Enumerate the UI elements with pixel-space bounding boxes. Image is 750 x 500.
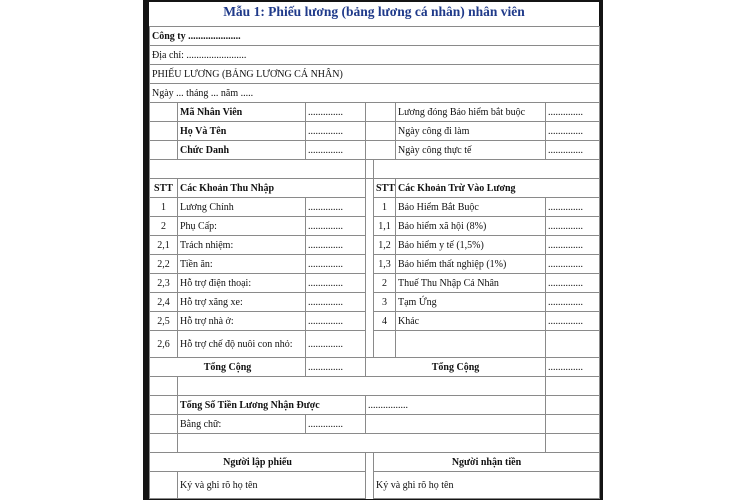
income-total-label: Tổng Cộng	[150, 358, 306, 377]
income-stt: 2,2	[150, 255, 178, 274]
deduction-label: Tạm Ứng	[396, 293, 546, 312]
deduction-label: Bảo hiểm thất nghiệp (1%)	[396, 255, 546, 274]
deduction-header: Các Khoản Trừ Vào Lương	[396, 179, 600, 198]
blank-cell	[150, 472, 178, 499]
full-name-label: Họ Và Tên	[178, 122, 306, 141]
deduction-stt: 3	[374, 293, 396, 312]
income-stt: 1	[150, 198, 178, 217]
deduction-stt: 2	[374, 274, 396, 293]
income-label: Phụ Cấp:	[178, 217, 306, 236]
work-days-value: ..............	[546, 122, 600, 141]
income-value: ..............	[306, 236, 366, 255]
work-days-label: Ngày công đi làm	[396, 122, 546, 141]
actual-days-value: ..............	[546, 141, 600, 160]
deduction-total-value: ..............	[546, 358, 600, 377]
deduction-label: Bảo hiểm y tế (1,5%)	[396, 236, 546, 255]
deduction-value: ..............	[546, 236, 600, 255]
deduction-label: Bảo Hiểm Bắt Buộc	[396, 198, 546, 217]
income-header: Các Khoản Thu Nhập	[178, 179, 366, 198]
preparer-sign-hint: Ký và ghi rõ họ tên	[178, 472, 366, 499]
preparer-label: Người lập phiếu	[150, 453, 366, 472]
payslip-heading: PHIẾU LƯƠNG (BẢNG LƯƠNG CÁ NHÂN)	[150, 65, 600, 84]
income-stt: 2,3	[150, 274, 178, 293]
income-label: Hỗ trợ xăng xe:	[178, 293, 306, 312]
spacer-cell	[366, 472, 374, 499]
blank-cell	[150, 415, 178, 434]
deduction-stt-header: STT	[374, 179, 396, 198]
income-stt-header: STT	[150, 179, 178, 198]
deduction-label: Khác	[396, 312, 546, 331]
blank-cell	[546, 415, 600, 434]
blank-cell	[374, 160, 600, 179]
deduction-total-label: Tổng Cộng	[366, 358, 546, 377]
income-stt: 2,6	[150, 331, 178, 358]
income-value: ..............	[306, 255, 366, 274]
blank-cell	[546, 331, 600, 358]
deduction-stt: 4	[374, 312, 396, 331]
income-value: ..............	[306, 274, 366, 293]
in-words-value: ..............	[306, 415, 366, 434]
spacer-cell	[366, 331, 374, 358]
blank-cell	[150, 122, 178, 141]
deduction-label: Thuế Thu Nhập Cá Nhân	[396, 274, 546, 293]
blank-cell	[546, 434, 600, 453]
blank-cell	[178, 434, 546, 453]
spacer-cell	[366, 312, 374, 331]
deduction-value: ..............	[546, 293, 600, 312]
blank-cell	[366, 160, 374, 179]
income-value: ..............	[306, 331, 366, 358]
blank-cell	[366, 122, 396, 141]
spacer-cell	[366, 453, 374, 472]
full-name-value: ..............	[306, 122, 366, 141]
blank-cell	[150, 434, 178, 453]
blank-cell	[150, 377, 178, 396]
income-label: Hỗ trợ điện thoại:	[178, 274, 306, 293]
income-stt: 2,4	[150, 293, 178, 312]
blank-cell	[546, 377, 600, 396]
income-label: Hỗ trợ chế độ nuôi con nhỏ:	[178, 331, 306, 358]
employee-id-value: ..............	[306, 103, 366, 122]
spacer-cell	[366, 217, 374, 236]
insurance-salary-value: ..............	[546, 103, 600, 122]
net-total-label: Tổng Số Tiền Lương Nhận Được	[178, 396, 366, 415]
insurance-salary-label: Lương đóng Bảo hiểm bắt buộc	[396, 103, 546, 122]
spacer-cell	[366, 236, 374, 255]
address-line: Địa chỉ: ........................	[150, 46, 600, 65]
income-stt: 2,1	[150, 236, 178, 255]
income-stt: 2,5	[150, 312, 178, 331]
receiver-label: Người nhận tiền	[374, 453, 600, 472]
income-value: ..............	[306, 198, 366, 217]
spacer-cell	[366, 255, 374, 274]
income-label: Lương Chính	[178, 198, 306, 217]
deduction-stt: 1,1	[374, 217, 396, 236]
blank-cell	[150, 160, 366, 179]
deduction-value: ..............	[546, 255, 600, 274]
receiver-sign-hint: Ký và ghi rõ họ tên	[374, 472, 600, 499]
employee-id-label: Mã Nhân Viên	[178, 103, 306, 122]
blank-cell	[396, 331, 546, 358]
blank-cell	[150, 396, 178, 415]
income-value: ..............	[306, 312, 366, 331]
job-title-label: Chức Danh	[178, 141, 306, 160]
spacer-cell	[366, 198, 374, 217]
net-total-value: ................	[366, 396, 546, 415]
blank-cell	[374, 331, 396, 358]
in-words-label: Bằng chữ:	[178, 415, 306, 434]
deduction-value: ..............	[546, 198, 600, 217]
form-title: Mẫu 1: Phiếu lương (bảng lương cá nhân) nhân viên	[223, 4, 525, 19]
deduction-value: ..............	[546, 274, 600, 293]
deduction-stt: 1	[374, 198, 396, 217]
income-label: Tiền ăn:	[178, 255, 306, 274]
income-stt: 2	[150, 217, 178, 236]
deduction-label: Bảo hiểm xã hội (8%)	[396, 217, 546, 236]
actual-days-label: Ngày công thực tế	[396, 141, 546, 160]
deduction-value: ..............	[546, 217, 600, 236]
spacer-cell	[366, 274, 374, 293]
payslip-table	[149, 26, 600, 499]
blank-cell	[366, 103, 396, 122]
date-line: Ngày ... tháng ... năm .....	[150, 84, 600, 103]
income-value: ..............	[306, 217, 366, 236]
blank-cell	[546, 396, 600, 415]
company-line: Công ty .....................	[150, 27, 600, 46]
income-value: ..............	[306, 293, 366, 312]
income-label: Hỗ trợ nhà ở:	[178, 312, 306, 331]
blank-cell	[150, 141, 178, 160]
income-label: Trách nhiệm:	[178, 236, 306, 255]
spacer-cell	[366, 179, 374, 198]
blank-cell	[150, 103, 178, 122]
spacer-cell	[366, 293, 374, 312]
deduction-value: ..............	[546, 312, 600, 331]
blank-cell	[366, 415, 546, 434]
blank-cell	[178, 377, 546, 396]
income-total-value: ..............	[306, 358, 366, 377]
deduction-stt: 1,2	[374, 236, 396, 255]
job-title-value: ..............	[306, 141, 366, 160]
deduction-stt: 1,3	[374, 255, 396, 274]
blank-cell	[366, 141, 396, 160]
